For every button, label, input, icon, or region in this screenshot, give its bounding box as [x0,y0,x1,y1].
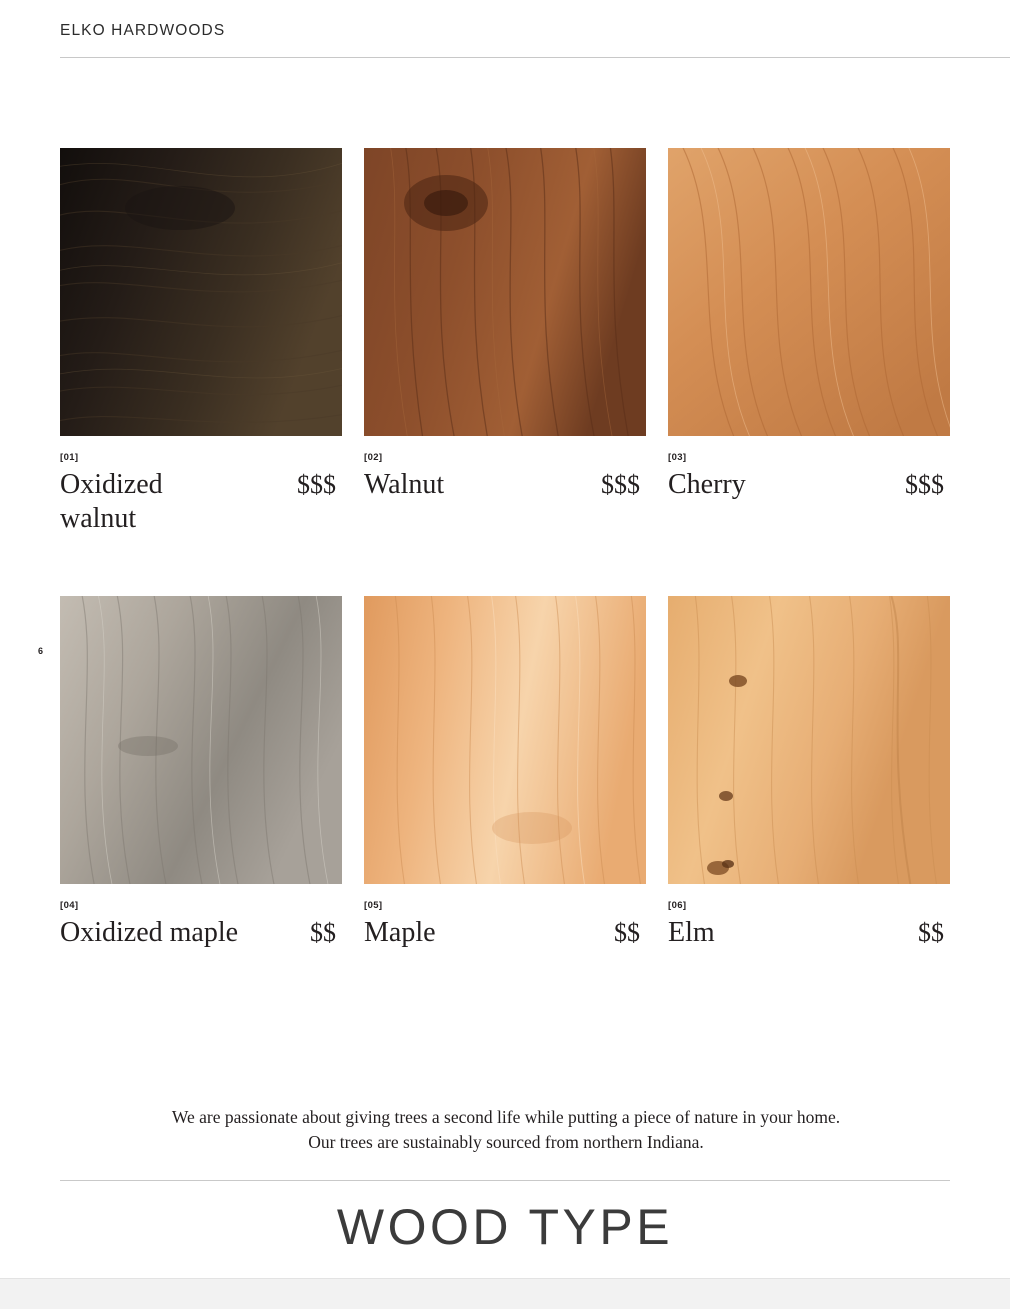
wood-index: [02] [364,452,383,463]
wood-index: [05] [364,900,383,912]
wood-name-row [668,468,950,502]
wood-card[interactable] [364,148,646,536]
wood-row-2 [60,596,952,950]
wood-name: Maple [364,917,436,949]
wood-card[interactable] [668,148,950,536]
wood-name: Cherry [668,469,746,500]
wood-name: Oxidized maple [60,917,239,949]
wood-price: $$$ [601,470,640,499]
wood-grain-icon [364,596,646,884]
blurb-line-2: Our trees are sustainably sourced from northern Indiana. [308,1132,704,1153]
wood-grain-icon [364,148,646,436]
wood-card[interactable] [60,148,342,536]
oxidized-maple-swatch [60,596,342,884]
wood-grain-icon [60,596,342,884]
oxidized-walnut-swatch [60,148,342,436]
wood-price: $$$ [297,470,336,499]
footer-title: WOOD TYPE [336,1199,674,1255]
wood-row-1 [60,148,952,536]
wood-name-row [60,916,342,950]
header-divider [60,57,1010,58]
wood-price: $$ [918,918,944,948]
wood-name: Walnut [364,469,445,500]
mission-blurb [60,1105,952,1156]
wood-name-row [60,468,342,536]
wood-card[interactable] [668,596,950,950]
wood-price: $$ [614,918,640,948]
wood-index: [03] [668,452,687,463]
wood-price: $$ [310,918,336,948]
page-number: 6 [38,646,44,656]
wood-grain-icon [60,148,342,436]
wood-card[interactable] [364,596,646,950]
page-header [60,22,950,40]
page-bottom-strip [0,1278,1010,1309]
wood-card[interactable] [60,596,342,950]
wood-index: [01] [60,452,79,463]
wood-name-row [668,916,950,950]
walnut-swatch [364,148,646,436]
brand-title: ELKO HARDWOODS [60,22,226,39]
wood-name: Oxidized walnut [60,469,163,535]
wood-name-row [364,468,646,502]
wood-grain-icon [668,148,950,436]
wood-index: [06] [668,900,687,912]
footer-divider [60,1180,950,1181]
wood-price: $$$ [905,470,944,499]
elm-swatch [668,596,950,884]
wood-grid [60,148,952,950]
maple-swatch [364,596,646,884]
wood-name-row [364,916,646,950]
cherry-swatch [668,148,950,436]
wood-index: [04] [60,900,79,912]
wood-name: Elm [668,917,715,949]
blurb-line-1: We are passionate about giving trees a second life while putting a piece of nature in your home. [171,1107,841,1127]
wood-grain-icon [668,596,950,884]
